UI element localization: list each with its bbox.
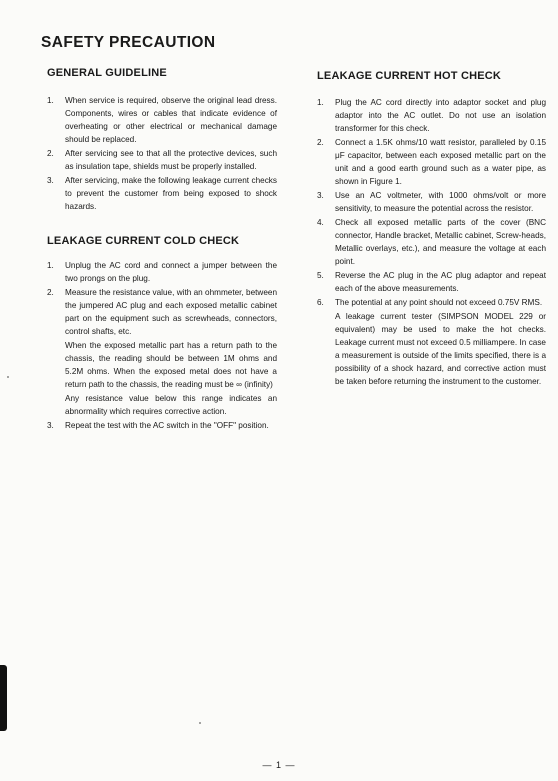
item-number: 3.	[47, 421, 54, 430]
list-item	[317, 136, 546, 188]
list-item	[47, 419, 277, 432]
list-item	[317, 216, 546, 268]
general-guideline-heading: GENERAL GUIDELINE	[47, 67, 167, 79]
item-number: 1.	[47, 261, 54, 270]
item-text-continued: A leakage current tester (SIMPSON MODEL 229 or equivalent) may be used to make the hot checks. Leakage current must not exceed 0.5 milliampere. In case a measurement is outside of the limits specified, there is a possibility of a shock hazard, and corrective action must be taken before returning the instrument to the customer.	[335, 312, 546, 386]
item-text: Use an AC voltmeter, with 1000 ohms/volt or more sensitivity, to measure the potential across the resistor.	[335, 191, 546, 213]
list-item	[317, 269, 546, 295]
item-text: Reverse the AC plug in the AC plug adaptor and repeat each of the above measurements.	[335, 271, 546, 293]
list-item	[317, 296, 546, 388]
list-item	[317, 189, 546, 215]
page-number: — 1 —	[262, 760, 296, 770]
general-guideline-list	[47, 94, 277, 214]
item-text-continued: Any resistance value below this range indicates an abnormality which requires corrective action.	[65, 394, 277, 416]
item-number: 4.	[317, 218, 324, 227]
scan-edge-mark	[0, 665, 7, 731]
list-item	[47, 94, 277, 146]
item-number: 1.	[47, 96, 54, 105]
item-number: 6.	[317, 298, 324, 307]
item-text: After servicing, make the following leakage current checks to prevent the customer from being exposed to shock hazards.	[65, 176, 277, 211]
cold-check-list	[47, 259, 277, 433]
list-item	[47, 259, 277, 285]
page-title: SAFETY PRECAUTION	[41, 34, 216, 51]
item-text: Connect a 1.5K ohms/10 watt resistor, paralleled by 0.15 μF capacitor, between each exposed metallic part on the unit and a good earth ground such as a water pipe, as shown in Figure 1.	[335, 138, 546, 186]
scan-speck	[7, 376, 9, 378]
scan-speck	[199, 722, 201, 724]
list-item	[317, 96, 546, 135]
item-number: 3.	[47, 176, 54, 185]
item-text: Unplug the AC cord and connect a jumper between the two prongs on the plug.	[65, 261, 277, 283]
item-text: Measure the resistance value, with an ohmmeter, between the jumpered AC plug and each exposed metallic cabinet part on the equipment such as screwheads, connectors, control shafts, etc.	[65, 288, 277, 336]
item-number: 2.	[317, 138, 324, 147]
item-text: After servicing see to that all the protective devices, such as insulation tape, shields must be properly installed.	[65, 149, 277, 171]
list-item	[47, 286, 277, 418]
item-number: 2.	[47, 288, 54, 297]
item-text: Plug the AC cord directly into adaptor socket and plug adaptor into the AC outlet. Do not use an isolation transformer for this check.	[335, 98, 546, 133]
item-text: Repeat the test with the AC switch in the "OFF" position.	[65, 421, 269, 430]
item-number: 3.	[317, 191, 324, 200]
item-text: Check all exposed metallic parts of the cover (BNC connector, Handle bracket, Metallic cabinet, Screw-heads, Metallic overlays, etc.), and measure the voltage at each point.	[335, 218, 546, 266]
hot-check-heading: LEAKAGE CURRENT HOT CHECK	[317, 70, 502, 82]
list-item	[47, 174, 277, 213]
item-number: 5.	[317, 271, 324, 280]
item-number: 2.	[47, 149, 54, 158]
hot-check-list	[317, 96, 546, 389]
item-text: The potential at any point should not exceed 0.75V RMS.	[335, 298, 543, 307]
cold-check-heading: LEAKAGE CURRENT COLD CHECK	[47, 235, 240, 247]
item-number: 1.	[317, 98, 324, 107]
list-item	[47, 147, 277, 173]
item-text-continued: When the exposed metallic part has a return path to the chassis, the reading should be between 1M ohms and 5.2M ohms. When the exposed metal does not have a return path to the chassis, the reading must be ∞ (infinity)	[65, 341, 277, 389]
item-text: When service is required, observe the original lead dress. Components, wires or cables that indicate evidence of overheating or other electrical or mechanical damage should be replaced.	[65, 96, 277, 144]
